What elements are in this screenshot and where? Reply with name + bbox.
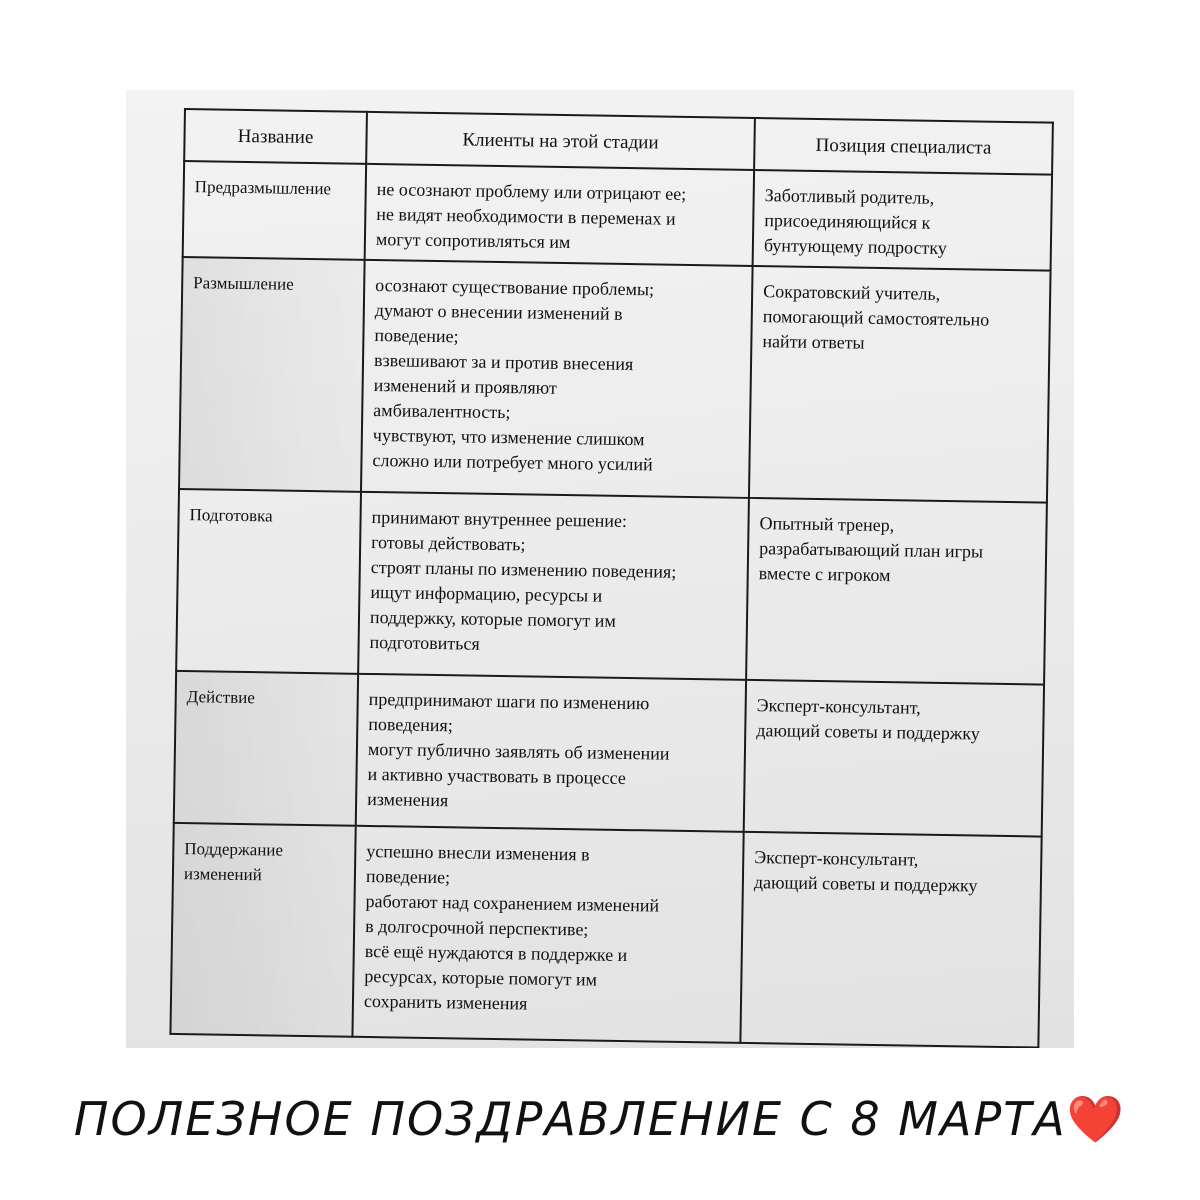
stages-table <box>169 108 1053 1048</box>
stage-name-cell <box>176 489 361 674</box>
clients-line: поддержку, которые помогут им <box>369 606 616 631</box>
caption <box>0 1092 1200 1147</box>
specialist-line: Сократовский учитель, <box>763 281 941 304</box>
specialist-line: разрабатывающий план игры <box>759 538 984 562</box>
clients-line: осознают существование проблемы; <box>375 275 655 300</box>
clients-line: могут публично заявлять об изменении <box>367 738 670 764</box>
stage-name: Подготовка <box>189 505 273 526</box>
specialist-line: Эксперт-консультант, <box>754 847 919 870</box>
stage-name: Действие <box>186 687 255 708</box>
clients-line: принимают внутреннее решение: <box>371 506 628 532</box>
clients-cell <box>356 674 746 832</box>
clients-line: не осознают проблему или отрицают ее; <box>376 179 687 204</box>
clients-line: ресурсах, которые помогут им <box>364 965 598 990</box>
table-row <box>170 823 1041 1048</box>
clients-line: думают о внесении изменений в <box>374 300 623 324</box>
clients-line: поведение; <box>374 325 459 347</box>
specialist-cell <box>753 170 1052 271</box>
clients-line: строят планы по изменению поведения; <box>370 556 677 582</box>
clients-cell <box>352 826 743 1043</box>
clients-cell <box>358 492 749 680</box>
clients-line: готовы действовать; <box>371 531 526 555</box>
specialist-line: дающий советы и поддержку <box>756 720 980 744</box>
clients-line: всё ещё нуждаются в поддержке и <box>364 940 628 966</box>
clients-line: в долгосрочной перспективе; <box>365 915 589 940</box>
heart-icon: ❤️ <box>1066 1092 1127 1146</box>
clients-line: работают над сохранением изменений <box>365 890 660 916</box>
clients-line: успешно внесли изменения в <box>366 840 590 865</box>
table-row <box>183 161 1052 271</box>
specialist-cell <box>744 680 1044 837</box>
specialist-line: Опытный тренер, <box>759 513 895 536</box>
stage-name-cell <box>179 257 365 492</box>
clients-line: изменения <box>367 788 449 811</box>
clients-line: предпринимают шаги по изменению <box>368 688 650 714</box>
table-sheet <box>169 108 1051 1047</box>
stage-name: Размышление <box>193 273 294 294</box>
header-specialist: Позиция специалиста <box>754 118 1053 175</box>
clients-line: и активно участвовать в процессе <box>367 763 626 789</box>
specialist-cell <box>746 498 1047 685</box>
header-clients: Клиенты на этой стадии <box>366 112 755 170</box>
specialist-cell <box>740 832 1041 1048</box>
clients-line: чувствуют, что изменение слишком <box>372 425 645 450</box>
stage-name-cell <box>183 161 366 260</box>
clients-line: поведения; <box>368 713 453 736</box>
specialist-line: помогающий самостоятельно <box>762 306 990 330</box>
specialist-line: найти ответы <box>762 331 865 353</box>
clients-line: сохранить изменения <box>363 990 528 1014</box>
specialist-line: Эксперт-консультант, <box>756 695 921 718</box>
table-row <box>174 671 1044 837</box>
clients-cell <box>361 260 753 498</box>
stage-name: Поддержание <box>184 839 284 860</box>
clients-line: сложно или потребует много усилий <box>372 450 653 475</box>
clients-line: ищут информацию, ресурсы и <box>370 581 603 606</box>
table-row <box>176 489 1047 685</box>
header-name: Название <box>184 109 367 164</box>
clients-line: могут сопротивляться им <box>375 229 571 253</box>
stage-name-cell <box>170 823 355 1037</box>
clients-line: взвешивают за и против внесения <box>373 350 634 375</box>
clients-line: поведение; <box>365 865 451 888</box>
stage-name: изменений <box>183 864 262 885</box>
clients-line: не видят необходимости в переменах и <box>376 204 676 229</box>
specialist-line: Заботливый родитель, <box>764 185 935 208</box>
specialist-line: дающий советы и поддержку <box>753 872 978 896</box>
clients-line: подготовиться <box>369 631 480 654</box>
clients-line: амбивалентность; <box>373 400 511 423</box>
book-page-photo <box>126 90 1074 1048</box>
caption-text: ПОЛЕЗНОЕ ПОЗДРАВЛЕНИЕ С 8 МАРТА <box>73 1092 1067 1146</box>
clients-line: изменений и проявляют <box>373 375 558 398</box>
stage-name-cell <box>174 671 358 826</box>
table-row <box>179 257 1051 503</box>
specialist-line: вместе с игроком <box>758 563 891 586</box>
stage-name: Предразмышление <box>194 177 332 199</box>
specialist-line: бунтующему подростку <box>763 235 948 258</box>
specialist-line: присоединяющийся к <box>764 210 931 233</box>
clients-cell <box>365 164 754 266</box>
specialist-cell <box>749 266 1051 503</box>
